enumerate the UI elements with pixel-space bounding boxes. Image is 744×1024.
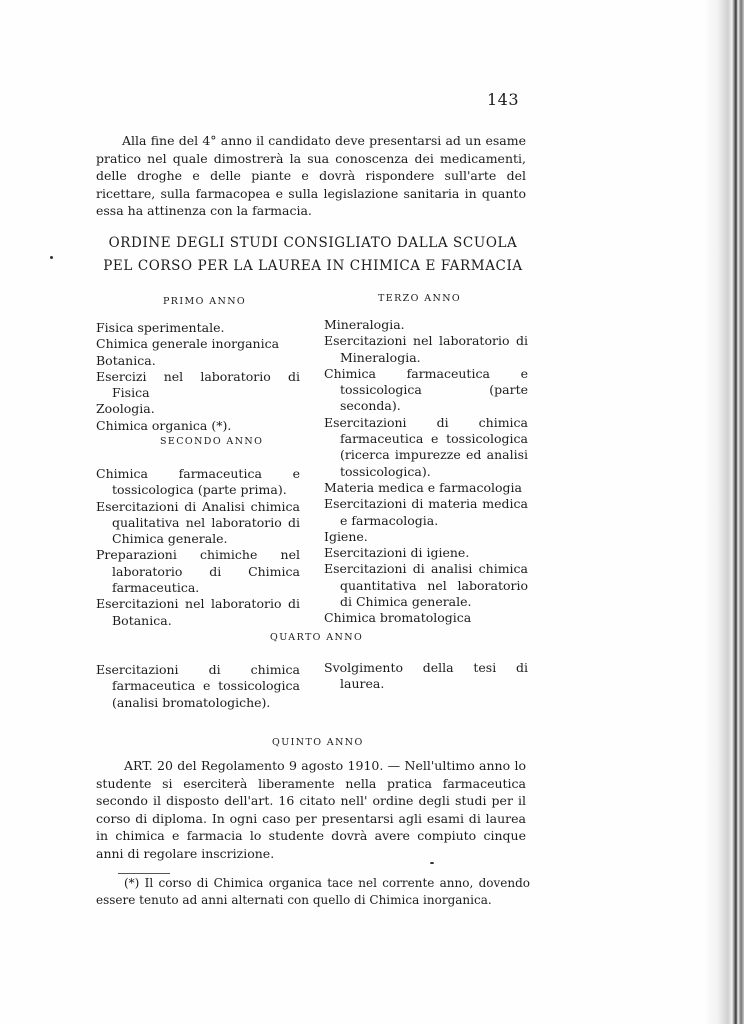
list-item: Esercitazioni di Analisi chimica qualitativa nel laboratorio di Chimica generale. — [96, 498, 300, 547]
secondo-anno-list — [96, 466, 300, 629]
quarto-anno-right-list — [324, 660, 528, 693]
intro-paragraph: Alla fine del 4° anno il candidato deve presentarsi ad un esame pratico nel quale dimostrerà la sua conoscenza dei medicamenti, delle droghe e delle piante e dovrà rispondere sull'arte del ricettare, sulla farmacopea e sulla legislazione sanitaria in quanto essa ha attinenza con la farmacia. — [96, 133, 526, 218]
secondo-anno-label: SECONDO ANNO — [160, 436, 264, 447]
quarto-anno-label: QUARTO ANNO — [270, 632, 364, 643]
list-item: Esercitazioni di igiene. — [324, 545, 470, 561]
primo-anno-list — [96, 320, 300, 434]
section-heading-line-2: PEL CORSO PER LA LAUREA IN CHIMICA E FARMACIA — [103, 258, 523, 274]
page-number: 143 — [487, 90, 520, 109]
quarto-anno-left-list — [96, 662, 300, 711]
list-item: Esercizi nel laboratorio di Fisica — [96, 368, 300, 401]
section-heading-line-1: ORDINE DEGLI STUDI CONSIGLIATO DALLA SCUOLA — [108, 235, 518, 251]
list-item: Chimica farmaceutica e tossicologica (parte prima). — [96, 466, 300, 498]
list-item: Botanica. — [96, 352, 156, 368]
list-item: Fisica sperimentale. — [96, 320, 225, 335]
terzo-anno-label: TERZO ANNO — [378, 293, 462, 304]
list-item: Chimica bromatologica — [324, 610, 472, 626]
scan-speck — [430, 862, 434, 864]
scan-speck — [50, 256, 53, 259]
terzo-anno-list — [324, 317, 528, 627]
list-item: Zoologia. — [96, 401, 155, 417]
list-item: Chimica organica (*). — [96, 417, 232, 433]
list-item: Mineralogia. — [324, 317, 405, 332]
list-item: Materia medica e farmacologia — [324, 479, 522, 495]
primo-anno-label: PRIMO ANNO — [163, 296, 247, 307]
list-item: Esercitazioni di analisi chimica quantitativa nel laboratorio di Chimica generale. — [324, 561, 528, 610]
list-item: Esercitazioni di chimica farmaceutica e tossicologica (analisi bromatologiche). — [96, 662, 300, 710]
list-item: Chimica farmaceutica e tossicologica (parte seconda). — [324, 365, 528, 414]
list-item: Chimica generale inorganica — [96, 336, 280, 352]
list-item: Svolgimento della tesi di laurea. — [324, 660, 528, 692]
quinto-anno-paragraph: ART. 20 del Regolamento 9 agosto 1910. — Nell'ultimo anno lo studente si eserciterà liberamente nella pratica farmaceutica secondo il disposto dell'art. 16 citato nell' ordine degli studi per il corso di diploma. In ogni caso per presentarsi agli esami di laurea in chimica e farmacia lo studente dovrà avere compiuto cinque anni di regolare inscrizione. — [96, 758, 526, 861]
list-item: Igiene. — [324, 528, 368, 544]
list-item: Esercitazioni di materia medica e farmacologia. — [324, 496, 528, 528]
footnote: (*) Il corso di Chimica organica tace nel corrente anno, dovendo essere tenuto ad anni alternati con quello di Chimica inorganica. — [96, 876, 530, 907]
quinto-anno-label: QUINTO ANNO — [272, 737, 364, 748]
list-item: Esercitazioni nel laboratorio di Botanica. — [96, 596, 300, 628]
list-item: Esercitazioni nel laboratorio di Mineralogia. — [324, 333, 528, 365]
book-binding-edge — [704, 0, 744, 1024]
list-item: Preparazioni chimiche nel laboratorio di Chimica farmaceutica. — [96, 547, 300, 596]
footnote-rule — [118, 873, 170, 874]
list-item: Esercitazioni di chimica farmaceutica e tossicologica (ricerca impurezze ed analisi tossicologica). — [324, 414, 528, 479]
